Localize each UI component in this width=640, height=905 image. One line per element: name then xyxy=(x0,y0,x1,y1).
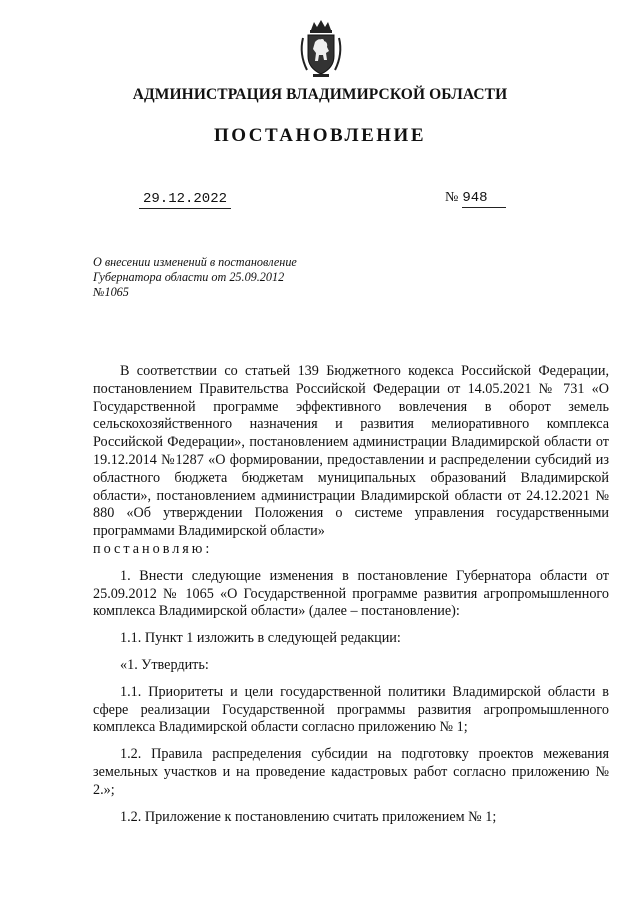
document-type: ПОСТАНОВЛЕНИЕ xyxy=(213,125,427,146)
subject-line: Губернатора области от 25.09.2012 xyxy=(93,270,285,284)
paragraph-1: 1. Внести следующие изменения в постановление Губернатора области от 25.09.2012 № 1065 «О Государственной программе развития агропромышленного комплекса Владимирской области» (далее – постановление): xyxy=(93,567,609,620)
document-body xyxy=(93,363,609,826)
item-1-2: 1.2. Правила распределения субсидии на подготовку проектов межевания земельных участков и на проведение кадастровых работ согласно приложению № 2.»; xyxy=(93,746,609,798)
number-value: 948 xyxy=(462,190,506,208)
quote-start: «1. Утвердить: xyxy=(120,656,209,673)
document-subject xyxy=(93,255,333,300)
paragraph-1-2: 1.2. Приложение к постановлению считать приложением № 1; xyxy=(120,808,497,825)
item-1-1: 1.1. Приоритеты и цели государственной политики Владимирской области в сфере реализации Государственной программы развития агропромышленного комплекса Владимирской области согласно приложению № 1; xyxy=(93,683,609,736)
document-date: 29.12.2022 xyxy=(139,191,231,209)
paragraph-1-1: 1.1. Пункт 1 изложить в следующей редакции: xyxy=(120,630,401,647)
resolve-word: постановляю: xyxy=(93,540,213,557)
organization-name: АДМИНИСТРАЦИЯ ВЛАДИМИРСКОЙ ОБЛАСТИ xyxy=(132,86,508,103)
coat-of-arms-icon xyxy=(297,18,345,80)
document-number xyxy=(445,190,506,208)
subject-line: О внесении изменений в постановление xyxy=(93,255,297,269)
preamble-paragraph: В соответствии со статьей 139 Бюджетного кодекса Российской Федерации, постановлением Правительства Российской Федерации от 14.05.2021 № 731 «О Государственной программе эффективного вовлечения в оборот земель сельскохозяйственного назначения и развития мелиоративного комплекса Российской Федерации», постановлением администрации Владимирской области от 19.12.2014 №1287 «О формировании, предоставлении и распределении субсидий из областного бюджета бюджетам муниципальных образований Владимирской области», постановлением администрации Владимирской области от 24.12.2021 № 880 «Об утверждении Положения о системе управления государственными программами Владимирской области» xyxy=(93,363,609,540)
number-sign: № xyxy=(445,190,459,205)
subject-line: №1065 xyxy=(93,285,129,299)
